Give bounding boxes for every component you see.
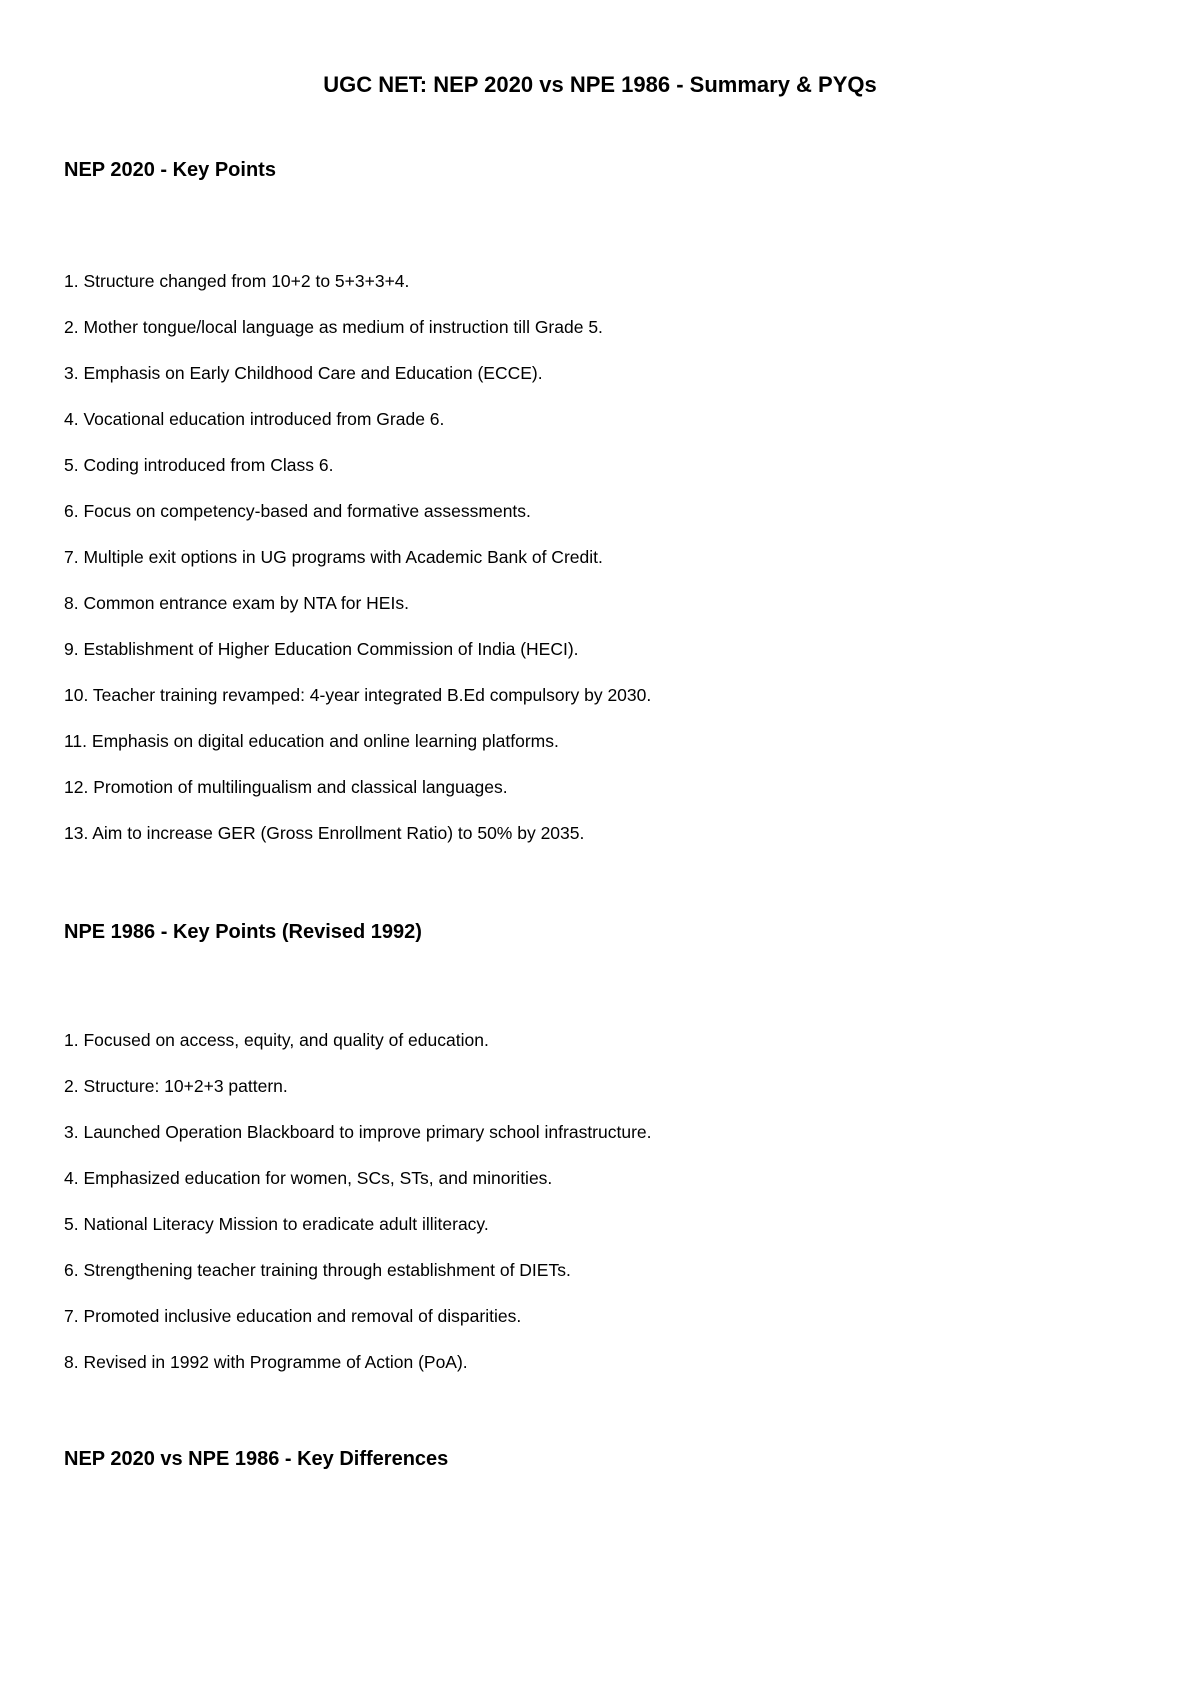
npe-1986-points-list — [64, 1029, 652, 1397]
list-item: 8. Revised in 1992 with Programme of Action (PoA). — [64, 1352, 468, 1372]
list-item: 12. Promotion of multilingualism and classical languages. — [64, 777, 508, 797]
list-item: 3. Emphasis on Early Childhood Care and Education (ECCE). — [64, 363, 543, 383]
list-item: 1. Focused on access, equity, and quality of education. — [64, 1030, 489, 1050]
section-heading-key-differences: NEP 2020 vs NPE 1986 - Key Differences — [64, 1448, 449, 1470]
list-item: 13. Aim to increase GER (Gross Enrollment Ratio) to 50% by 2035. — [64, 823, 585, 843]
list-item: 6. Strengthening teacher training through establishment of DIETs. — [64, 1260, 571, 1280]
list-item: 8. Common entrance exam by NTA for HEIs. — [64, 593, 409, 613]
list-item: 11. Emphasis on digital education and online learning platforms. — [64, 731, 559, 751]
list-item: 9. Establishment of Higher Education Commission of India (HECI). — [64, 639, 579, 659]
document-title: UGC NET: NEP 2020 vs NPE 1986 - Summary & PYQs — [323, 72, 877, 97]
list-item: 1. Structure changed from 10+2 to 5+3+3+4. — [64, 271, 410, 291]
list-item: 2. Structure: 10+2+3 pattern. — [64, 1076, 288, 1096]
list-item: 7. Promoted inclusive education and removal of disparities. — [64, 1306, 522, 1326]
list-item: 7. Multiple exit options in UG programs with Academic Bank of Credit. — [64, 547, 603, 567]
list-item: 4. Vocational education introduced from Grade 6. — [64, 409, 445, 429]
list-item: 3. Launched Operation Blackboard to improve primary school infrastructure. — [64, 1122, 652, 1142]
list-item: 2. Mother tongue/local language as medium of instruction till Grade 5. — [64, 317, 603, 337]
list-item: 4. Emphasized education for women, SCs, STs, and minorities. — [64, 1168, 553, 1188]
list-item: 5. National Literacy Mission to eradicate adult illiteracy. — [64, 1214, 489, 1234]
list-item: 10. Teacher training revamped: 4-year integrated B.Ed compulsory by 2030. — [64, 685, 652, 705]
section-heading-npe-1986: NPE 1986 - Key Points (Revised 1992) — [64, 921, 422, 943]
list-item: 5. Coding introduced from Class 6. — [64, 455, 334, 475]
section-heading-nep-2020: NEP 2020 - Key Points — [64, 159, 276, 181]
list-item: 6. Focus on competency-based and formative assessments. — [64, 501, 531, 521]
nep-2020-points-list — [64, 270, 651, 868]
